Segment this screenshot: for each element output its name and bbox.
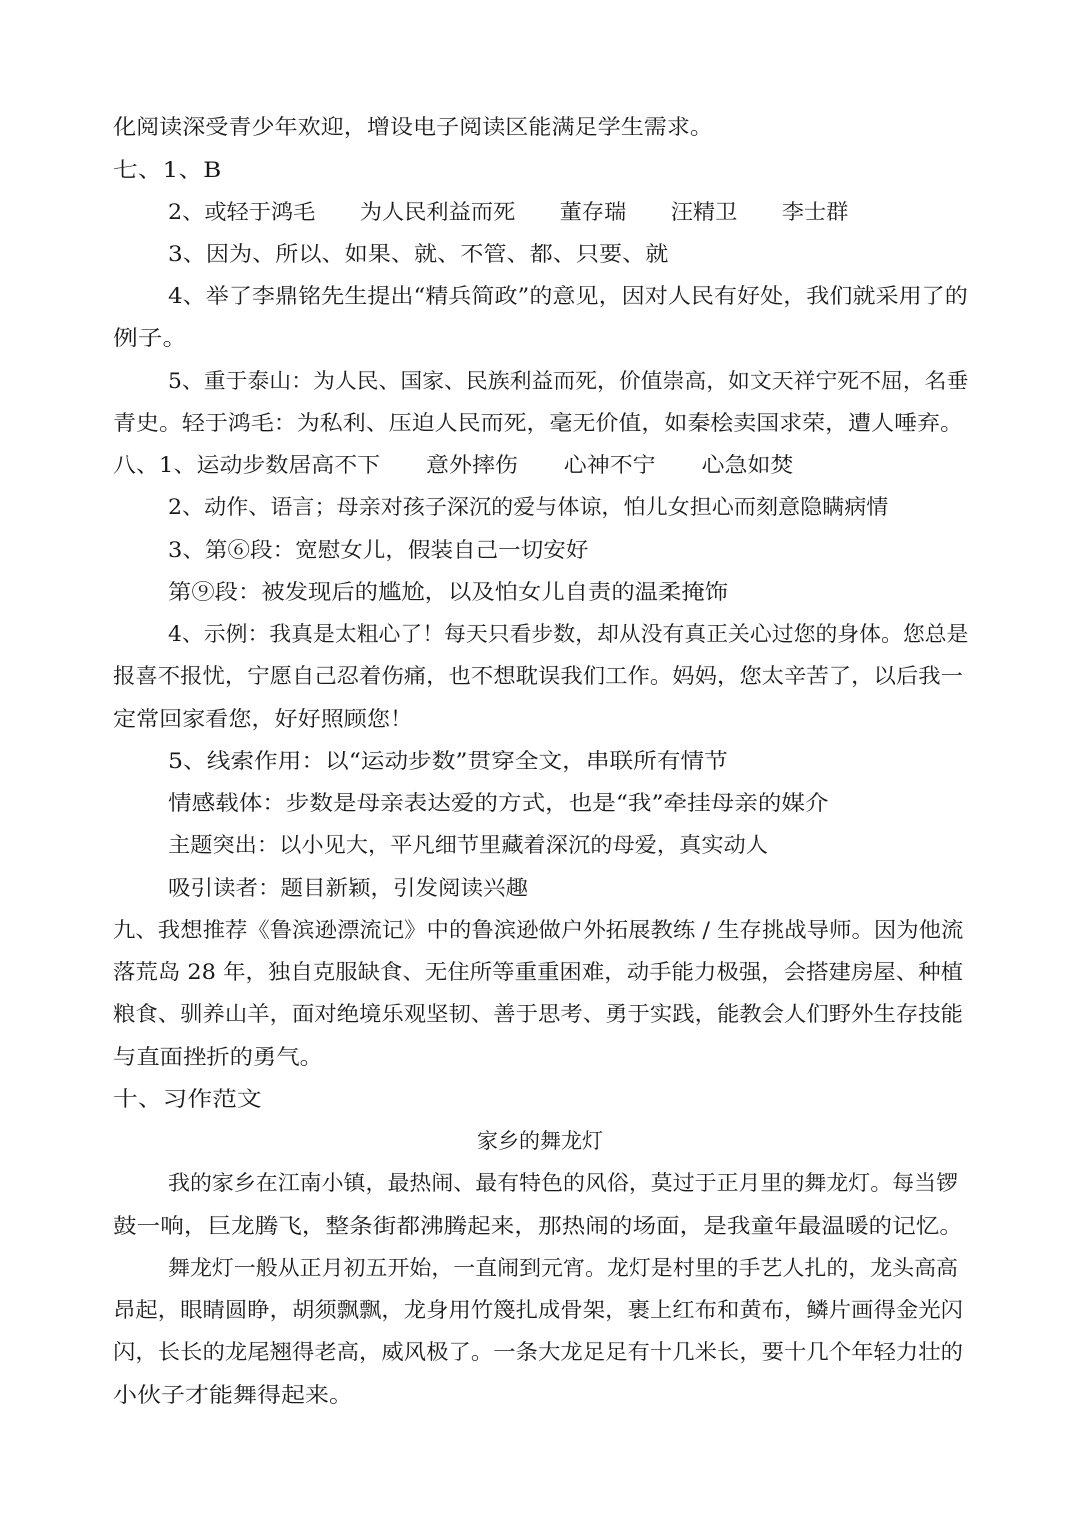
text-line: 闪，长长的龙尾翘得老高，威风极了。一条大龙足足有十几米长，要十几个年轻力壮的 xyxy=(113,1340,963,1364)
essay-title: 家乡的舞龙灯 xyxy=(477,1129,603,1153)
section-7-answer-5: 5、重于泰山：为人民、国家、民族利益而死，价值崇高，如文天祥宁死不屈，名垂 xyxy=(168,369,969,393)
section-7-answer-2: 2、或轻于鸿毛 为人民利益而死 董存瑞 汪精卫 李士群 xyxy=(168,200,849,224)
text-line: 鼓一响，巨龙腾飞，整条街都沸腾起来，那热闹的场面，是我童年最温暖的记忆。 xyxy=(113,1214,963,1238)
text-line: 报喜不报忧，宁愿自己忍着伤痛，也不想耽误我们工作。妈妈，您太辛苦了，以后我一 xyxy=(113,664,963,688)
section-8-answer-5: 5、线索作用：以“运动步数”贯穿全文，串联所有情节 xyxy=(168,749,728,773)
section-8-answer-1: 八、1、运动步数居高不下 意外摔伤 心神不宁 心急如焚 xyxy=(113,453,794,477)
text-line: 小伙子才能舞得起来。 xyxy=(113,1383,353,1407)
text-line: 化阅读深受青少年欢迎，增设电子阅读区能满足学生需求。 xyxy=(113,115,713,139)
section-7-answer-1: 七、1、B xyxy=(113,158,222,182)
section-8-answer-2: 2、动作、语言；母亲对孩子深沉的爱与体谅，怕儿女担心而刻意隐瞒病情 xyxy=(168,495,889,519)
text-line: 青史。轻于鸿毛：为私利、压迫人民而死，毫无价值，如秦桧卖国求荣，遭人唾弃。 xyxy=(113,411,963,435)
section-9-answer: 九、我想推荐《鲁滨逊漂流记》中的鲁滨逊做户外拓展教练 / 生存挑战导师。因为他流 xyxy=(113,918,964,942)
section-8-answer-4: 4、示例：我真是太粗心了！每天只看步数，却从没有真正关心过您的身体。您总是 xyxy=(168,622,969,646)
text-line: 定常回家看您，好好照顾您！ xyxy=(113,707,413,731)
text-line: 第⑨段：被发现后的尴尬，以及怕女儿自责的温柔掩饰 xyxy=(168,580,728,604)
text-line: 昂起，眼睛圆睁，胡须飘飘，龙身用竹篾扎成骨架，裹上红布和黄布，鳞片画得金光闪 xyxy=(113,1298,963,1322)
text-line: 情感载体：步数是母亲表达爱的方式，也是“我”牵挂母亲的媒介 xyxy=(168,791,829,815)
text-line: 粮食、驯养山羊，面对绝境乐观坚韧、善于思考、勇于实践，能教会人们野外生存技能 xyxy=(113,1002,963,1026)
text-line: 例子。 xyxy=(113,326,188,350)
text-line: 吸引读者：题目新颖，引发阅读兴趣 xyxy=(168,876,528,900)
text-line: 主题突出：以小见大，平凡细节里藏着深沉的母爱，真实动人 xyxy=(168,833,768,857)
text-line: 落荒岛 28 年，独自克服缺食、无住所等重重困难，动手能力极强，会搭建房屋、种植 xyxy=(113,960,964,984)
text-line: 与直面挫折的勇气。 xyxy=(113,1045,323,1069)
section-7-answer-3: 3、因为、所以、如果、就、不管、都、只要、就 xyxy=(168,242,669,266)
essay-paragraph: 舞龙灯一般从正月初五开始，一直闹到元宵。龙灯是村里的手艺人扎的，龙头高高 xyxy=(168,1256,958,1280)
essay-paragraph: 我的家乡在江南小镇，最热闹、最有特色的风俗，莫过于正月里的舞龙灯。每当锣 xyxy=(168,1171,958,1195)
section-10-heading: 十、习作范文 xyxy=(113,1087,262,1111)
section-8-answer-3: 3、第⑥段：宽慰女儿，假装自己一切安好 xyxy=(168,538,589,562)
section-7-answer-4: 4、举了李鼎铭先生提出“精兵简政”的意见，因对人民有好处，我们就采用了的 xyxy=(168,284,968,308)
